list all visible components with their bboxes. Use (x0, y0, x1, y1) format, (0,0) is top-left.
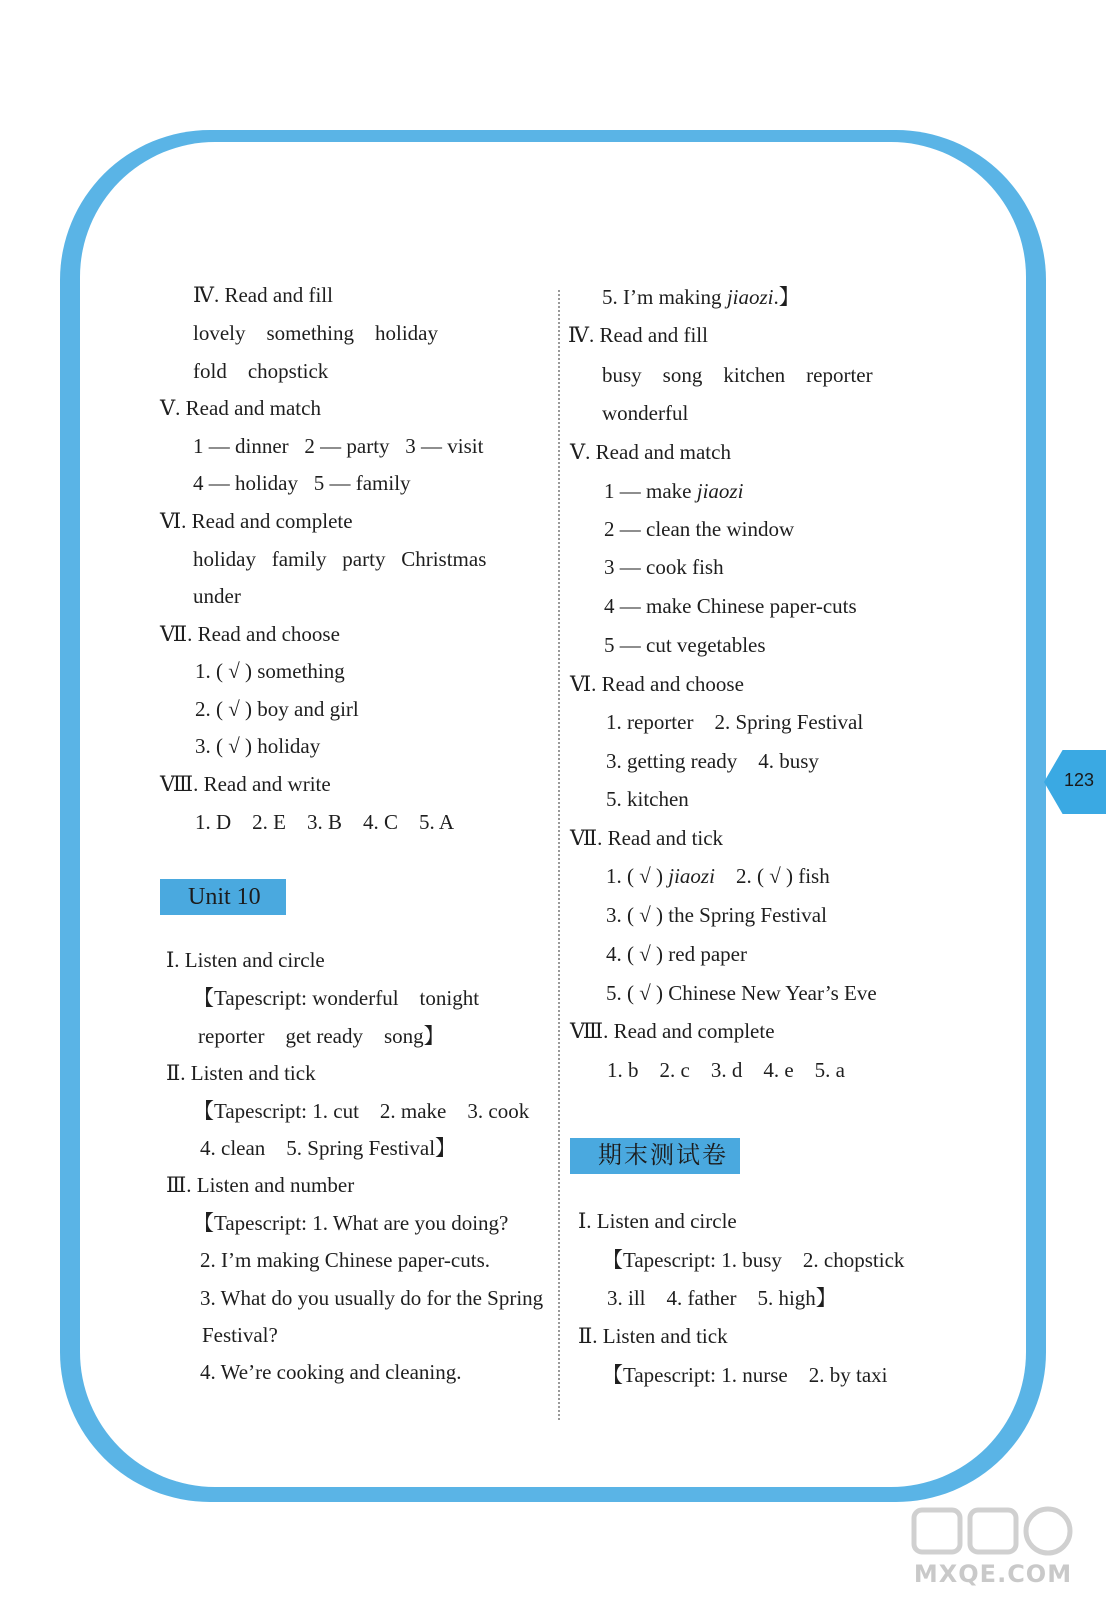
tapescript-line: 【Tapescript: 1. nurse 2. by taxi (602, 1363, 888, 1387)
answer-line: 3 — cook fish (604, 555, 724, 579)
final-exam-banner: 期末测试卷 (570, 1138, 740, 1174)
tapescript-line: Festival? (202, 1323, 278, 1347)
answer-line: 1. D 2. E 3. B 4. C 5. A (195, 810, 455, 834)
section-heading: Ⅷ. Read and complete (570, 1019, 775, 1043)
answer-line: 1. ( √ ) something (195, 659, 345, 683)
section-heading: Ⅲ. Listen and number (166, 1173, 355, 1197)
tapescript-line: 2. I’m making Chinese paper-cuts. (200, 1248, 491, 1272)
section-heading: Ⅳ. Read and fill (568, 323, 708, 347)
answer-line: 2. ( √ ) boy and girl (195, 697, 359, 721)
answer-line: 2 — clean the window (604, 517, 795, 541)
answer-line: 3. ( √ ) holiday (195, 734, 321, 758)
answer-line: 1. b 2. c 3. d 4. e 5. a (607, 1058, 845, 1082)
tapescript-line: 【Tapescript: wonderful tonight (193, 986, 480, 1010)
watermark (908, 1504, 1078, 1592)
tapescript-line: 3. What do you usually do for the Spring (200, 1286, 544, 1310)
tapescript-line: 4. clean 5. Spring Festival】 (200, 1136, 457, 1160)
answer-line: 4. ( √ ) red paper (606, 942, 747, 966)
answer-line: 3. ( √ ) the Spring Festival (606, 903, 827, 927)
tapescript-line: 4. We’re cooking and cleaning. (200, 1360, 462, 1384)
section-heading: Ⅳ. Read and fill (193, 283, 333, 307)
section-heading: Ⅷ. Read and write (160, 772, 331, 796)
section-heading: Ⅱ. Listen and tick (166, 1061, 316, 1085)
answer-line: holiday family party Christmas (193, 547, 487, 571)
watermark-logo-icon (908, 1504, 1078, 1558)
column-divider (558, 290, 560, 1420)
section-heading: Ⅴ. Read and match (570, 440, 731, 464)
section-heading: Ⅵ. Read and choose (570, 672, 744, 696)
tapescript-line: 【Tapescript: 1. What are you doing? (193, 1211, 509, 1235)
answer-line: lovely something holiday (193, 321, 438, 345)
answer-line: 4 — holiday 5 — family (193, 471, 411, 495)
answer-line: 1. ( √ ) jiaozi 2. ( √ ) fish (606, 864, 830, 888)
answer-line: wonderful (602, 401, 689, 425)
answer-line: 1. reporter 2. Spring Festival (606, 710, 864, 734)
answer-line: 5 — cut vegetables (604, 633, 766, 657)
section-heading: Ⅱ. Listen and tick (578, 1324, 728, 1348)
section-heading: Ⅶ. Read and choose (160, 622, 340, 646)
answer-line: 1 — make jiaozi (604, 479, 744, 503)
page-number: 123 (1064, 770, 1095, 790)
answer-line: busy song kitchen reporter (602, 363, 873, 387)
answer-line: 1 — dinner 2 — party 3 — visit (193, 434, 484, 458)
answer-line: 4 — make Chinese paper-cuts (604, 594, 857, 618)
section-heading: Ⅴ. Read and match (160, 396, 321, 420)
section-heading: Ⅵ. Read and complete (160, 509, 353, 533)
tapescript-line: reporter get ready song】 (198, 1024, 445, 1048)
section-heading: Ⅰ. Listen and circle (578, 1209, 737, 1233)
tapescript-line: 5. I’m making jiaozi.】 (602, 285, 800, 309)
answer-line: under (193, 584, 241, 608)
answer-line: 3. getting ready 4. busy (606, 749, 819, 773)
section-heading: Ⅶ. Read and tick (570, 826, 724, 850)
answer-line: 5. kitchen (606, 787, 689, 811)
watermark-text: MXQE.COM (913, 1560, 1073, 1588)
answer-line: fold chopstick (193, 359, 329, 383)
tapescript-line: 【Tapescript: 1. cut 2. make 3. cook (193, 1099, 530, 1123)
tapescript-line: 3. ill 4. father 5. high】 (607, 1286, 837, 1310)
section-heading: Ⅰ. Listen and circle (166, 948, 325, 972)
tapescript-line: 【Tapescript: 1. busy 2. chopstick (602, 1248, 905, 1272)
answer-line: 5. ( √ ) Chinese New Year’s Eve (606, 981, 877, 1005)
unit-10-banner: Unit 10 (160, 879, 286, 915)
